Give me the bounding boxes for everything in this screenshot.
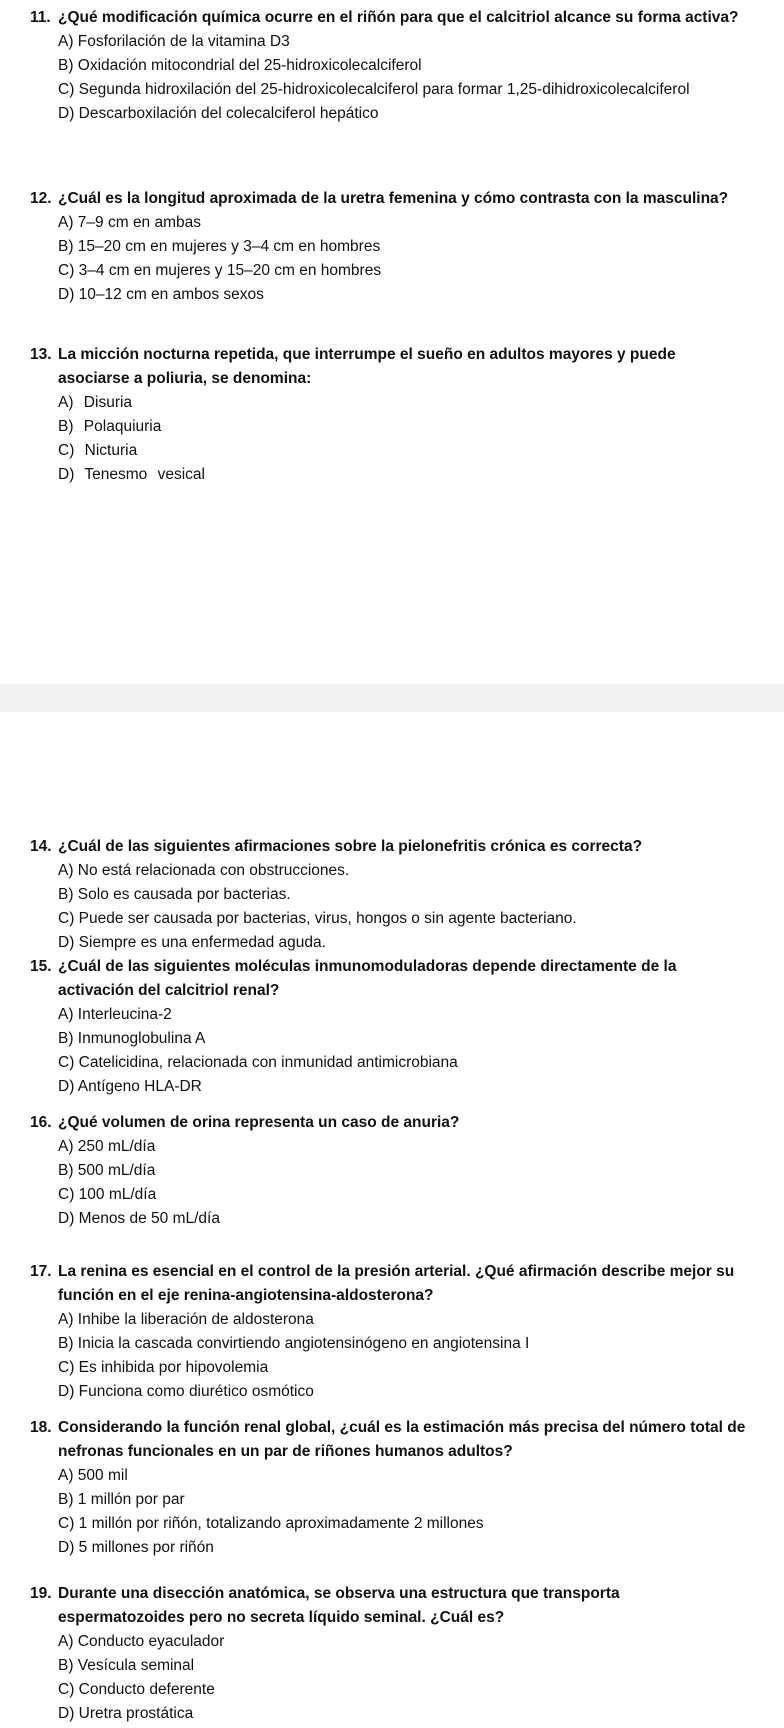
question-19 xyxy=(30,1582,750,1726)
question-text: La micción nocturna repetida, que interrumpe el sueño en adultos mayores y puede asociarse a poliuria, se denomina: xyxy=(58,346,676,387)
question-text: ¿Qué volumen de orina representa un caso de anuria? xyxy=(58,1114,460,1131)
question-11 xyxy=(30,6,750,126)
question-15 xyxy=(30,955,750,1099)
option-d: D) Antígeno HLA-DR xyxy=(58,1078,202,1095)
option-c: C) 100 mL/día xyxy=(58,1186,157,1203)
option-c: C) Catelicidina, relacionada con inmunidad antimicrobiana xyxy=(58,1054,458,1071)
option-c: C) Nicturia xyxy=(58,442,138,459)
options-list xyxy=(30,1135,750,1231)
option-c: C) Es inhibida por hipovolemia xyxy=(58,1359,269,1376)
page-separator xyxy=(0,684,784,712)
option-b: B) 1 millón por par xyxy=(58,1491,185,1508)
option-d: D) 10–12 cm en ambos sexos xyxy=(58,286,264,303)
question-text: ¿Qué modificación química ocurre en el riñón para que el calcitriol alcance su forma activa? xyxy=(58,9,739,26)
option-c: C) Puede ser causada por bacterias, virus, hongos o sin agente bacteriano. xyxy=(58,910,577,927)
option-c: C) Segunda hidroxilación del 25-hidroxicolecalciferol para formar 1,25-dihidroxicolecalciferol xyxy=(58,81,690,98)
question-number: 11. xyxy=(30,9,51,26)
option-a: A) Disuria xyxy=(58,394,133,411)
options-list xyxy=(30,1630,750,1726)
question-text: ¿Cuál es la longitud aproximada de la uretra femenina y cómo contrasta con la masculina? xyxy=(58,190,729,207)
question-12 xyxy=(30,187,750,307)
option-a: A) Fosforilación de la vitamina D3 xyxy=(58,33,290,50)
option-c: C) 3–4 cm en mujeres y 15–20 cm en hombres xyxy=(58,262,382,279)
question-number: 12. xyxy=(30,190,52,207)
options-list xyxy=(30,859,750,955)
question-number: 13. xyxy=(30,346,52,363)
question-18 xyxy=(30,1416,750,1560)
option-b: B) Oxidación mitocondrial del 25-hidroxicolecalciferol xyxy=(58,57,422,74)
options-list xyxy=(30,1003,750,1099)
question-16 xyxy=(30,1111,750,1231)
options-list xyxy=(30,211,750,307)
question-number: 15. xyxy=(30,958,52,975)
question-number: 17. xyxy=(30,1263,52,1280)
option-c: C) 1 millón por riñón, totalizando aproximadamente 2 millones xyxy=(58,1515,484,1532)
options-list xyxy=(30,1308,750,1404)
option-b: B) 15–20 cm en mujeres y 3–4 cm en hombres xyxy=(58,238,381,255)
question-text: ¿Cuál de las siguientes moléculas inmunomoduladoras depende directamente de la activación del calcitriol renal? xyxy=(58,958,677,999)
option-a: A) Interleucina-2 xyxy=(58,1006,172,1023)
question-number: 14. xyxy=(30,838,52,855)
question-number: 19. xyxy=(30,1585,52,1602)
question-text: La renina es esencial en el control de la presión arterial. ¿Qué afirmación describe mejor su función en el eje renina-angiotensina-aldosterona? xyxy=(58,1263,735,1304)
option-a: A) No está relacionada con obstrucciones. xyxy=(58,862,350,879)
question-number: 18. xyxy=(30,1419,52,1436)
option-b: B) Vesícula seminal xyxy=(58,1657,195,1674)
option-a: A) Inhibe la liberación de aldosterona xyxy=(58,1311,314,1328)
option-c: C) Conducto deferente xyxy=(58,1681,215,1698)
option-b: B) 500 mL/día xyxy=(58,1162,156,1179)
question-17 xyxy=(30,1260,750,1404)
option-d: D) Menos de 50 mL/día xyxy=(58,1210,220,1227)
option-a: A) 250 mL/día xyxy=(58,1138,156,1155)
option-b: B) Solo es causada por bacterias. xyxy=(58,886,291,903)
question-number: 16. xyxy=(30,1114,52,1131)
option-a: A) 7–9 cm en ambas xyxy=(58,214,202,231)
question-text: ¿Cuál de las siguientes afirmaciones sobre la pielonefritis crónica es correcta? xyxy=(58,838,643,855)
options-list xyxy=(30,1464,750,1560)
document-page-2 xyxy=(0,712,784,1728)
question-14 xyxy=(30,835,750,955)
option-d: D) Uretra prostática xyxy=(58,1705,194,1722)
option-b: B) Inicia la cascada convirtiendo angiotensinógeno en angiotensina I xyxy=(58,1335,530,1352)
question-text: Considerando la función renal global, ¿cuál es la estimación más precisa del número total de nefronas funcionales en un par de riñones humanos adultos? xyxy=(58,1419,746,1460)
question-13 xyxy=(30,343,750,487)
option-b: B) Inmunoglobulina A xyxy=(58,1030,206,1047)
option-a: A) 500 mil xyxy=(58,1467,128,1484)
option-d: D) 5 millones por riñón xyxy=(58,1539,214,1556)
option-d: D) Funciona como diurético osmótico xyxy=(58,1383,314,1400)
document-page-1 xyxy=(0,0,784,684)
option-a: A) Conducto eyaculador xyxy=(58,1633,225,1650)
option-d: D) Tenesmo vesical xyxy=(58,466,205,483)
option-b: B) Polaquiuria xyxy=(58,418,162,435)
options-list xyxy=(30,391,750,487)
options-list xyxy=(30,30,750,126)
question-text: Durante una disección anatómica, se observa una estructura que transporta espermatozoides pero no secreta líquido seminal. ¿Cuál es? xyxy=(58,1585,620,1626)
option-d: D) Descarboxilación del colecalciferol hepático xyxy=(58,105,379,122)
option-d: D) Siempre es una enfermedad aguda. xyxy=(58,934,326,951)
